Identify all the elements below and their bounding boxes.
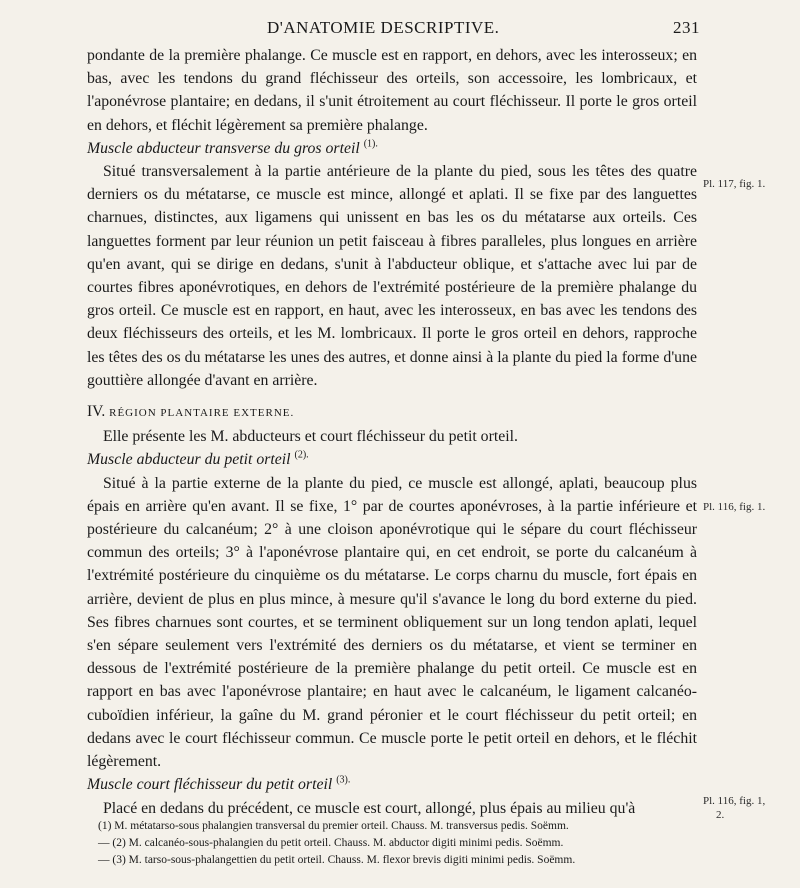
heading-text: Muscle abducteur du petit orteil bbox=[87, 451, 291, 469]
section-heading-court-flechisseur bbox=[87, 773, 697, 796]
footnote-ref: (3). bbox=[336, 775, 351, 787]
paragraph-region-intro: Elle présente les M. abducteurs et court fléchisseur du petit orteil. bbox=[103, 428, 518, 446]
paragraph-abducteur-transverse: Situé transversalement à la partie antérieure de la plante du pied, sous les têtes des quatre derniers os du métatarse, ce muscle est mince, allongé et aplati. Il se fixe par des languettes charnues, distinctes, aux ligamens qui unissent en bas les os du métatarse aux orteils. Ces languettes forment par leur réunion un petit faisceau à fibres paralleles, plus longues en arrière qu'en avant, qui se dirige en dedans, s'unit à l'abducteur oblique, et s'attache avec lui par de courtes fibres aponévrotiques, en dehors de l'extrémité postérieure de la première phalange du gros orteil. Ce muscle est en rapport, en haut, avec les interosseux, en bas avec les tendons des deux fléchisseurs des orteils, et les M. lombricaux. Il porte le gros orteil en dehors, rapproche les têtes des os du métatarse les unes des autres, et donne ainsi à la plante du pied la forme d'une gouttière allongée d'avant en arrière. bbox=[87, 163, 697, 389]
region-number: IV. bbox=[87, 403, 106, 421]
section-heading-abducteur-transverse bbox=[87, 137, 697, 160]
page-body bbox=[87, 44, 697, 820]
page-number: 231 bbox=[673, 18, 700, 37]
margin-note-plate-116b-fig2: 2. bbox=[716, 809, 725, 821]
footnote-1: (1) M. métatarso-sous phalangien transversal du premier orteil. Chauss. M. transversus pedis. Soëmm. bbox=[98, 820, 569, 832]
region-title: RÉGION PLANTAIRE EXTERNE. bbox=[109, 407, 295, 420]
margin-note-plate-116b: Pl. 116, fig. 1, bbox=[703, 795, 766, 807]
footnote-2: — (2) M. calcanéo-sous-phalangien du petit orteil. Chauss. M. abductor digiti minimi pedis. Soëmm. bbox=[98, 837, 564, 849]
section-heading-abducteur-petit-orteil bbox=[87, 448, 697, 471]
footnote-3: — (3) M. tarso-sous-phalangettien du petit orteil. Chauss. M. flexor brevis digiti minimi pedis. Soëmm. bbox=[98, 854, 576, 866]
heading-text: Muscle abducteur transverse du gros orteil bbox=[87, 139, 360, 157]
footnote-ref: (2). bbox=[294, 450, 309, 462]
heading-text: Muscle court fléchisseur du petit orteil bbox=[87, 776, 333, 794]
footnote-ref: (1). bbox=[363, 138, 378, 150]
margin-note-plate-117: Pl. 117, fig. 1. bbox=[703, 178, 766, 190]
running-header bbox=[85, 8, 700, 38]
paragraph-abducteur-petit-orteil: Situé à la partie externe de la plante du pied, ce muscle est allongé, aplati, beaucoup plus épais en arrière qu'en avant. Il se fixe, 1° par de courtes aponévroses, à la partie inférieure et postérieure du calcanéum; 2° à une cloison aponévrotique qui le sépare du court fléchisseur commun des orteils; 3° à l'aponévrose plantaire qui, en cet endroit, se porte du calcanéum à l'extrémité postérieure du cinquième os du métatarse. Le corps charnu du muscle, fort épais en arrière, devient de plus en plus mince, à mesure qu'il s'avance le long du bord externe du pied. Ses fibres charnues sont courtes, et se terminent obliquement sur un long tendon aplati, lequel s'en sépare seulement vers l'extrémité des derniers os du métatarse, et vient se terminer en dessous de l'extrémité postérieure de la première phalange du petit orteil. Ce muscle est en rapport en bas avec l'aponévrose plantaire; en haut avec le calcanéum, le ligament calcanéo-cuboïdien inférieur, la gaîne du M. grand péronier et le court fléchisseur du petit orteil; en dedans avec le court fléchisseur commun. Ce muscle porte le petit orteil en dehors, et le fléchit légèrement. bbox=[87, 474, 697, 771]
running-title: D'ANATOMIE DESCRIPTIVE. bbox=[267, 18, 500, 37]
region-heading bbox=[87, 400, 697, 425]
footnotes bbox=[98, 818, 708, 869]
paragraph-court-flechisseur: Placé en dedans du précédent, ce muscle est court, allongé, plus épais au milieu qu'à bbox=[103, 799, 636, 817]
margin-note-plate-116: Pl. 116, fig. 1. bbox=[703, 501, 766, 513]
paragraph-continued: pondante de la première phalange. Ce muscle est en rapport, en dehors, avec les interosseux; en bas, avec les tendons du grand fléchisseur des orteils, son accessoire, les lombricaux, et l'aponévrose plantaire; en dedans, il s'unit étroitement au court fléchisseur. Il porte le gros orteil en dehors, et fléchit légèrement sa première phalange. bbox=[87, 47, 697, 134]
